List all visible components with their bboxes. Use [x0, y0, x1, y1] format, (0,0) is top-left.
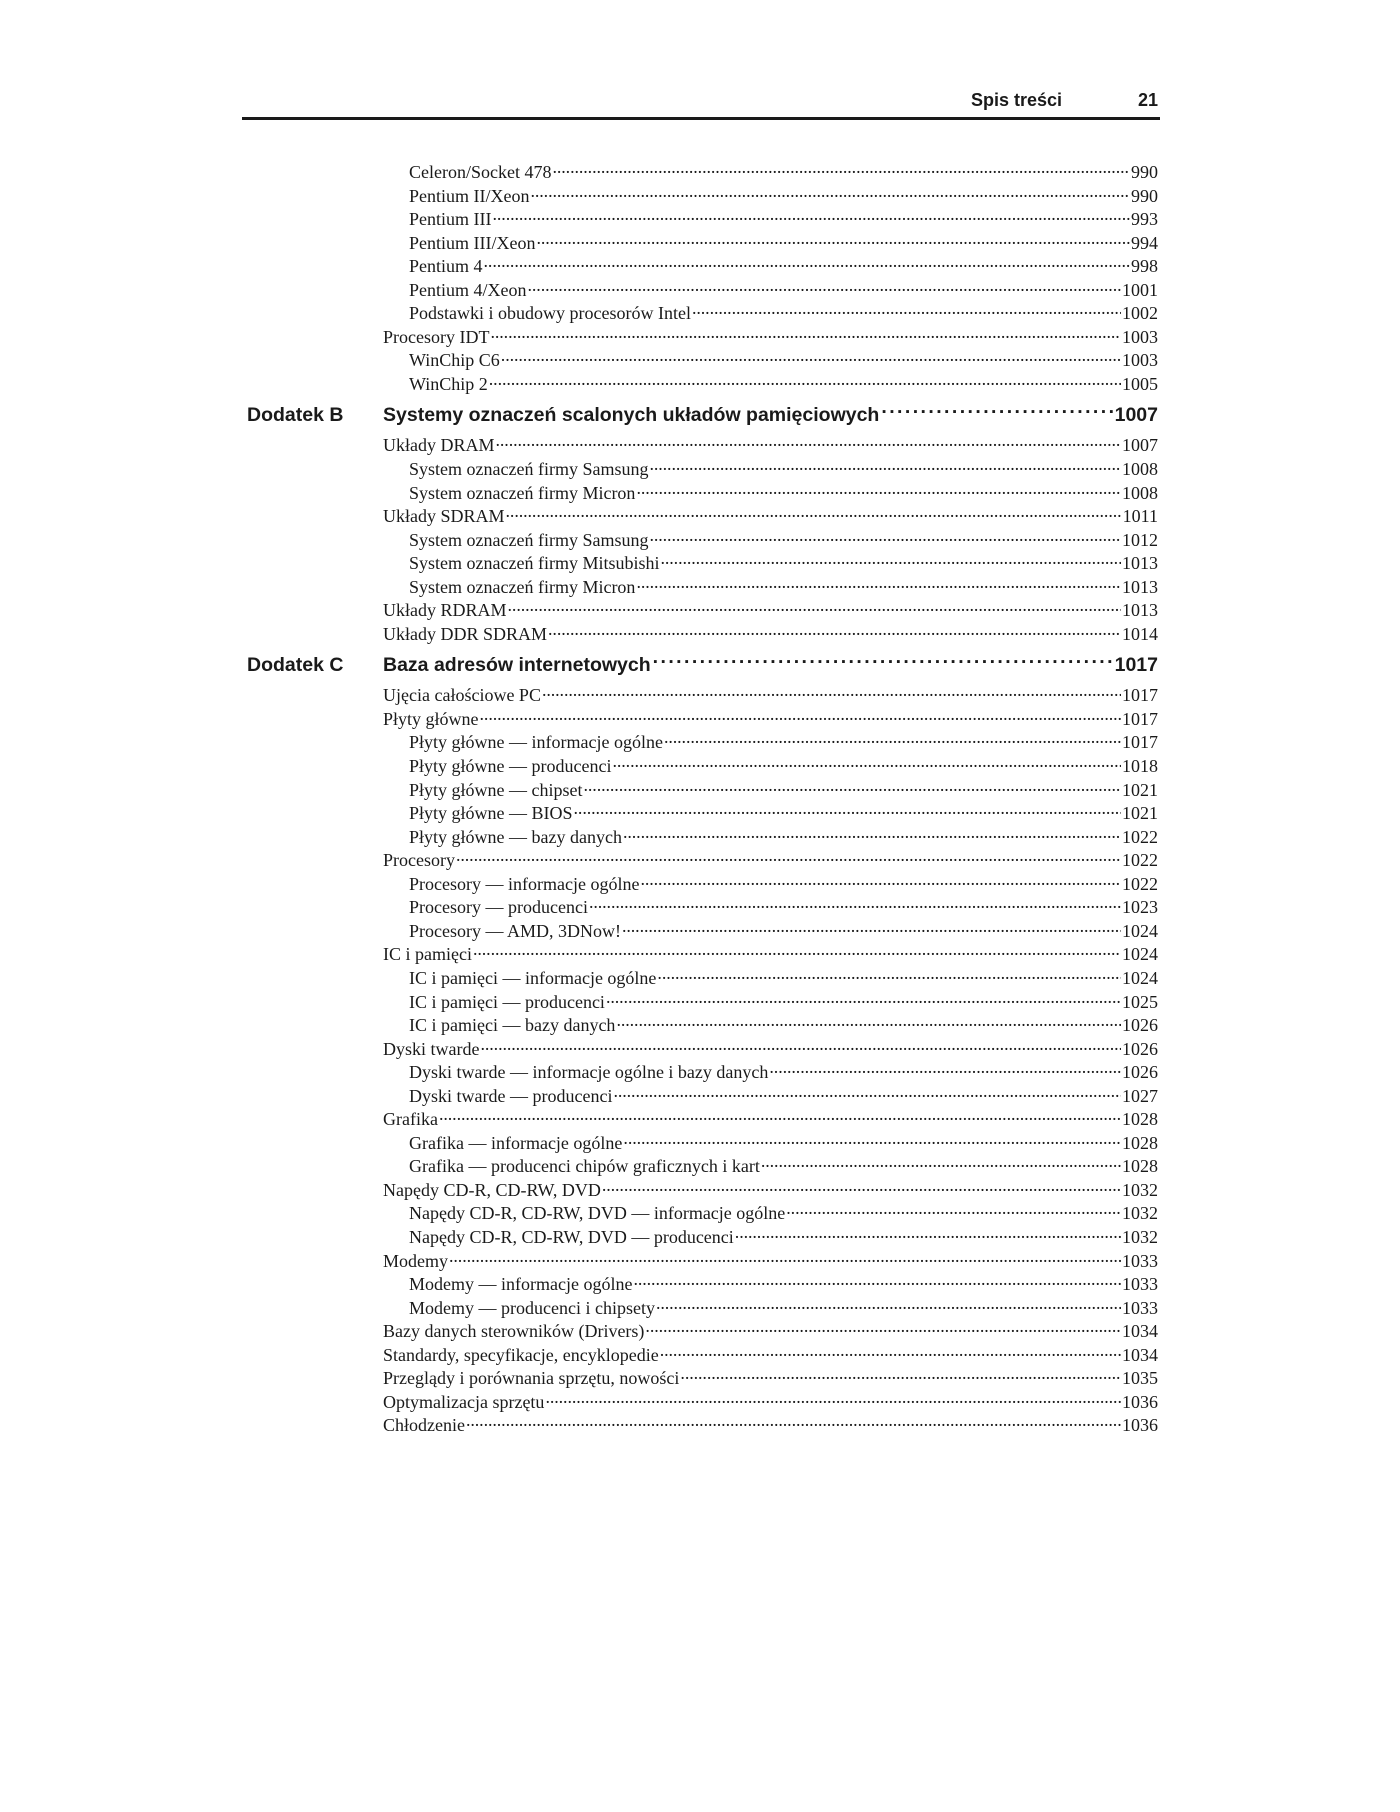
appendix-c-entries: [244, 683, 1158, 1437]
toc-entry-page: 1011: [1122, 506, 1158, 527]
toc-entry-label: Procesory — producenci: [409, 897, 588, 918]
dot-leader: [439, 1107, 1121, 1125]
toc-entry-label: Procesory — AMD, 3DNow!: [409, 920, 621, 941]
dot-leader: [508, 598, 1121, 616]
toc-entry-label: IC i pamięci — bazy danych: [409, 1015, 616, 1036]
toc-entry-page: 1033: [1122, 1250, 1158, 1271]
toc-entry-label: Pentium II/Xeon: [409, 185, 530, 206]
toc-entry-page: 1008: [1122, 459, 1158, 480]
dot-leader: [584, 778, 1122, 796]
toc-entry-page: 1003: [1122, 326, 1158, 347]
toc-entry[interactable]: [244, 504, 1158, 528]
dot-leader: [881, 401, 1112, 421]
toc-entry-label: IC i pamięci — informacje ogólne: [409, 967, 657, 988]
table-of-contents: [244, 160, 1158, 1437]
toc-entry[interactable]: [244, 1296, 1158, 1320]
dot-leader: [735, 1225, 1121, 1243]
dot-leader: [536, 231, 1130, 249]
header-page-number: 21: [1137, 90, 1158, 110]
dot-leader: [616, 1013, 1121, 1031]
toc-entry-label: System oznaczeń firmy Samsung: [409, 459, 649, 480]
appendix-b-page: 1007: [1114, 404, 1158, 427]
dot-leader: [656, 1296, 1121, 1314]
toc-entry-label: System oznaczeń firmy Micron: [409, 576, 636, 597]
toc-entry-page: 1022: [1122, 826, 1158, 847]
toc-entry[interactable]: [244, 1107, 1158, 1131]
toc-entry-page: 1036: [1122, 1415, 1158, 1436]
toc-entry-page: 1023: [1122, 897, 1158, 918]
dot-leader: [490, 325, 1121, 343]
toc-entry[interactable]: [244, 825, 1158, 849]
toc-entry-label: Chłodzenie: [383, 1415, 465, 1436]
toc-entry[interactable]: [244, 551, 1158, 575]
toc-entry[interactable]: [244, 990, 1158, 1014]
dot-leader: [506, 504, 1122, 522]
toc-entry-label: Przeglądy i porównania sprzętu, nowości: [383, 1368, 680, 1389]
toc-entry-label: Celeron/Socket 478: [409, 162, 552, 182]
toc-entry-label: Grafika: [383, 1109, 438, 1130]
toc-entry-page: 1021: [1122, 803, 1158, 824]
toc-entry-label: Układy DDR SDRAM: [383, 623, 548, 644]
toc-entry-label: System oznaczeń firmy Micron: [409, 482, 636, 503]
toc-entry-label: Dyski twarde — producenci: [409, 1085, 613, 1106]
toc-entry-label: Modemy — informacje ogólne: [409, 1274, 633, 1295]
toc-entry-label: System oznaczeń firmy Mitsubishi: [409, 553, 660, 574]
dot-leader: [606, 990, 1121, 1008]
toc-entry-page: 1033: [1122, 1274, 1158, 1295]
toc-entry[interactable]: [244, 1154, 1158, 1178]
toc-entry[interactable]: [244, 1225, 1158, 1249]
toc-entry-label: Płyty główne — bazy danych: [409, 826, 622, 847]
toc-entry-page: 1017: [1122, 708, 1158, 729]
toc-entry[interactable]: [244, 1037, 1158, 1061]
toc-entry[interactable]: [244, 848, 1158, 872]
toc-entry[interactable]: [244, 919, 1158, 943]
toc-entry[interactable]: [244, 1249, 1158, 1273]
toc-entry-label: Standardy, specyfikacje, encyklopedie: [383, 1344, 659, 1365]
toc-entry-page: 1013: [1122, 553, 1158, 574]
toc-entry[interactable]: [244, 1131, 1158, 1155]
dot-leader: [653, 651, 1113, 671]
dot-leader: [484, 254, 1130, 272]
toc-entry-page: 1017: [1122, 732, 1158, 753]
toc-entry[interactable]: [244, 1013, 1158, 1037]
toc-entry-page: 1024: [1122, 967, 1158, 988]
dot-leader: [680, 1366, 1121, 1384]
toc-entry[interactable]: [244, 942, 1158, 966]
toc-entry-label: Podstawki i obudowy procesorów Intel: [409, 303, 691, 324]
toc-entry[interactable]: [244, 1319, 1158, 1343]
toc-entry-page: 1028: [1122, 1132, 1158, 1153]
dot-leader: [692, 301, 1121, 319]
toc-entry-label: Napędy CD-R, CD-RW, DVD — informacje ogólne: [409, 1203, 786, 1224]
dot-leader: [480, 1037, 1121, 1055]
toc-entry-page: 1001: [1122, 279, 1158, 300]
dot-leader: [657, 966, 1121, 984]
dot-leader: [664, 730, 1121, 748]
toc-entry-label: Układy RDRAM: [383, 600, 507, 621]
dot-leader: [623, 1131, 1121, 1149]
toc-entry[interactable]: [244, 301, 1158, 325]
dot-leader: [449, 1249, 1121, 1267]
toc-entry-page: 1026: [1122, 1015, 1158, 1036]
dot-leader: [660, 551, 1121, 569]
dot-leader: [761, 1154, 1121, 1172]
toc-entry-page: 1008: [1122, 482, 1158, 503]
toc-entry-label: System oznaczeń firmy Samsung: [409, 529, 649, 550]
dot-leader: [493, 207, 1131, 225]
toc-entry-label: Płyty główne: [383, 708, 479, 729]
toc-entry[interactable]: [244, 1366, 1158, 1390]
toc-entry-label: Dyski twarde: [383, 1038, 480, 1059]
toc-entry[interactable]: [244, 207, 1158, 231]
appendix-c-label: Dodatek C: [247, 654, 344, 677]
appendix-b-title: Systemy oznaczeń scalonych układów pamięciowych: [383, 404, 880, 427]
toc-entry-label: Płyty główne — BIOS: [409, 803, 573, 824]
appendix-c-heading[interactable]: [244, 647, 1158, 683]
toc-entry-label: Pentium III: [409, 209, 492, 230]
dot-leader: [612, 754, 1121, 772]
toc-entry-page: 1002: [1122, 303, 1158, 324]
toc-entry[interactable]: [244, 433, 1158, 457]
toc-entry-page: 1034: [1122, 1344, 1158, 1365]
dot-leader: [645, 1319, 1121, 1337]
appendix-c-title: Baza adresów internetowych: [383, 654, 651, 677]
toc-entry-page: 994: [1131, 232, 1158, 253]
toc-entry[interactable]: [244, 872, 1158, 896]
toc-entry[interactable]: [244, 1413, 1158, 1437]
toc-entry-page: 1036: [1122, 1391, 1158, 1412]
toc-entry-page: 1021: [1122, 779, 1158, 800]
toc-entry-page: 990: [1131, 185, 1158, 206]
toc-entry[interactable]: [244, 1343, 1158, 1367]
toc-entry-label: Pentium 4/Xeon: [409, 279, 527, 300]
toc-entry-page: 998: [1131, 256, 1158, 277]
toc-entry-page: 1032: [1122, 1226, 1158, 1247]
toc-entry[interactable]: [244, 1390, 1158, 1414]
toc-entry-page: 1034: [1122, 1321, 1158, 1342]
toc-entry-page: 1025: [1122, 991, 1158, 1012]
dot-leader: [633, 1272, 1121, 1290]
toc-entry-label: WinChip 2: [409, 373, 488, 394]
dot-leader: [480, 707, 1121, 725]
toc-entry-page: 1012: [1122, 529, 1158, 550]
dot-leader: [473, 942, 1121, 960]
toc-entry[interactable]: [244, 707, 1158, 731]
appendix-c-page: 1017: [1114, 654, 1158, 677]
dot-leader: [636, 575, 1121, 593]
toc-entry-page: 1005: [1122, 373, 1158, 394]
dot-leader: [613, 1084, 1121, 1102]
toc-entry-label: Optymalizacja sprzętu: [383, 1391, 545, 1412]
toc-entry[interactable]: [244, 528, 1158, 552]
toc-entry[interactable]: [244, 231, 1158, 255]
toc-entry-page: 1022: [1122, 873, 1158, 894]
toc-entry[interactable]: [244, 778, 1158, 802]
toc-entry-label: Modemy — producenci i chipsety: [409, 1297, 655, 1318]
toc-entry[interactable]: [244, 1272, 1158, 1296]
toc-entry-label: Dyski twarde — informacje ogólne i bazy danych: [409, 1062, 769, 1083]
toc-entry[interactable]: [244, 325, 1158, 349]
running-header: [242, 84, 1160, 120]
toc-entry-label: Procesory IDT: [383, 326, 490, 347]
toc-entry[interactable]: [244, 1178, 1158, 1202]
toc-entry-page: 1028: [1122, 1109, 1158, 1130]
toc-entry-label: Procesory: [383, 850, 455, 871]
toc-entry[interactable]: [244, 966, 1158, 990]
toc-entry[interactable]: [244, 895, 1158, 919]
toc-entry[interactable]: [244, 457, 1158, 481]
toc-entry-label: Procesory — informacje ogólne: [409, 873, 640, 894]
appendix-b-heading[interactable]: [244, 397, 1158, 433]
toc-entry-label: Ujęcia całościowe PC: [383, 685, 541, 706]
dot-leader: [545, 1390, 1121, 1408]
toc-entry[interactable]: [244, 481, 1158, 505]
toc-entry[interactable]: [244, 622, 1158, 646]
toc-pre-section: [244, 160, 1158, 395]
toc-entry-page: 1032: [1122, 1203, 1158, 1224]
toc-entry[interactable]: [244, 730, 1158, 754]
toc-entry-page: 1017: [1122, 685, 1158, 706]
toc-entry-page: 1018: [1122, 756, 1158, 777]
toc-entry-page: 1032: [1122, 1179, 1158, 1200]
toc-entry-page: 1035: [1122, 1368, 1158, 1389]
dot-leader: [636, 481, 1121, 499]
toc-entry-page: 1013: [1122, 576, 1158, 597]
dot-leader: [528, 278, 1122, 296]
dot-leader: [456, 848, 1121, 866]
dot-leader: [489, 372, 1121, 390]
dot-leader: [574, 801, 1121, 819]
dot-leader: [466, 1413, 1121, 1431]
dot-leader: [530, 184, 1130, 202]
toc-entry[interactable]: [244, 801, 1158, 825]
dot-leader: [496, 433, 1122, 451]
toc-entry[interactable]: [244, 372, 1158, 396]
toc-entry[interactable]: [244, 1084, 1158, 1108]
toc-entry-label: WinChip C6: [409, 350, 500, 371]
toc-entry[interactable]: [244, 184, 1158, 208]
toc-entry-label: IC i pamięci — producenci: [409, 991, 605, 1012]
header-title: Spis treści: [970, 90, 1062, 110]
toc-entry-label: Układy DRAM: [383, 435, 495, 456]
toc-entry-label: Napędy CD-R, CD-RW, DVD: [383, 1179, 601, 1200]
toc-entry-page: 1033: [1122, 1297, 1158, 1318]
toc-entry[interactable]: [244, 575, 1158, 599]
dot-leader: [542, 683, 1121, 701]
toc-entry[interactable]: [244, 754, 1158, 778]
toc-entry[interactable]: [244, 1060, 1158, 1084]
toc-entry-label: Modemy: [383, 1250, 448, 1271]
toc-entry-label: Płyty główne — informacje ogólne: [409, 732, 663, 753]
dot-leader: [786, 1201, 1121, 1219]
toc-entry[interactable]: [244, 278, 1158, 302]
dot-leader: [623, 825, 1121, 843]
dot-leader: [602, 1178, 1121, 1196]
toc-entry-page: 1028: [1122, 1156, 1158, 1177]
appendix-b-entries: [244, 433, 1158, 645]
dot-leader: [769, 1060, 1121, 1078]
toc-entry[interactable]: [244, 160, 1158, 184]
toc-entry-label: Grafika — informacje ogólne: [409, 1132, 623, 1153]
toc-entry-label: Płyty główne — producenci: [409, 756, 612, 777]
toc-entry-page: 990: [1131, 162, 1158, 182]
toc-entry-page: 1026: [1122, 1038, 1158, 1059]
toc-entry-page: 1013: [1122, 600, 1158, 621]
toc-entry-page: 1007: [1122, 435, 1158, 456]
toc-entry[interactable]: [244, 1201, 1158, 1225]
toc-entry-label: Układy SDRAM: [383, 506, 505, 527]
toc-entry-page: 1027: [1122, 1085, 1158, 1106]
dot-leader: [622, 919, 1121, 937]
toc-entry-label: Napędy CD-R, CD-RW, DVD — producenci: [409, 1226, 734, 1247]
toc-entry-page: 1024: [1122, 944, 1158, 965]
toc-entry-label: Bazy danych sterowników (Drivers): [383, 1321, 645, 1342]
dot-leader: [589, 895, 1121, 913]
toc-entry-page: 993: [1131, 209, 1158, 230]
dot-leader: [649, 457, 1121, 475]
toc-entry-page: 1022: [1122, 850, 1158, 871]
toc-entry[interactable]: [244, 254, 1158, 278]
appendix-b-label: Dodatek B: [247, 404, 344, 427]
dot-leader: [552, 160, 1130, 178]
dot-leader: [548, 622, 1121, 640]
dot-leader: [649, 528, 1121, 546]
dot-leader: [501, 348, 1121, 366]
dot-leader: [640, 872, 1121, 890]
toc-entry-page: 1026: [1122, 1062, 1158, 1083]
toc-entry-page: 1014: [1122, 623, 1158, 644]
toc-entry[interactable]: [244, 683, 1158, 707]
toc-entry-label: IC i pamięci: [383, 944, 472, 965]
toc-entry-page: 1003: [1122, 350, 1158, 371]
toc-entry-label: Płyty główne — chipset: [409, 779, 583, 800]
toc-entry-label: Grafika — producenci chipów graficznych i kart: [409, 1156, 760, 1177]
dot-leader: [660, 1343, 1121, 1361]
toc-entry[interactable]: [244, 348, 1158, 372]
toc-entry-label: Pentium 4: [409, 256, 483, 277]
toc-entry-page: 1024: [1122, 920, 1158, 941]
toc-entry[interactable]: [244, 598, 1158, 622]
toc-entry-label: Pentium III/Xeon: [409, 232, 536, 253]
